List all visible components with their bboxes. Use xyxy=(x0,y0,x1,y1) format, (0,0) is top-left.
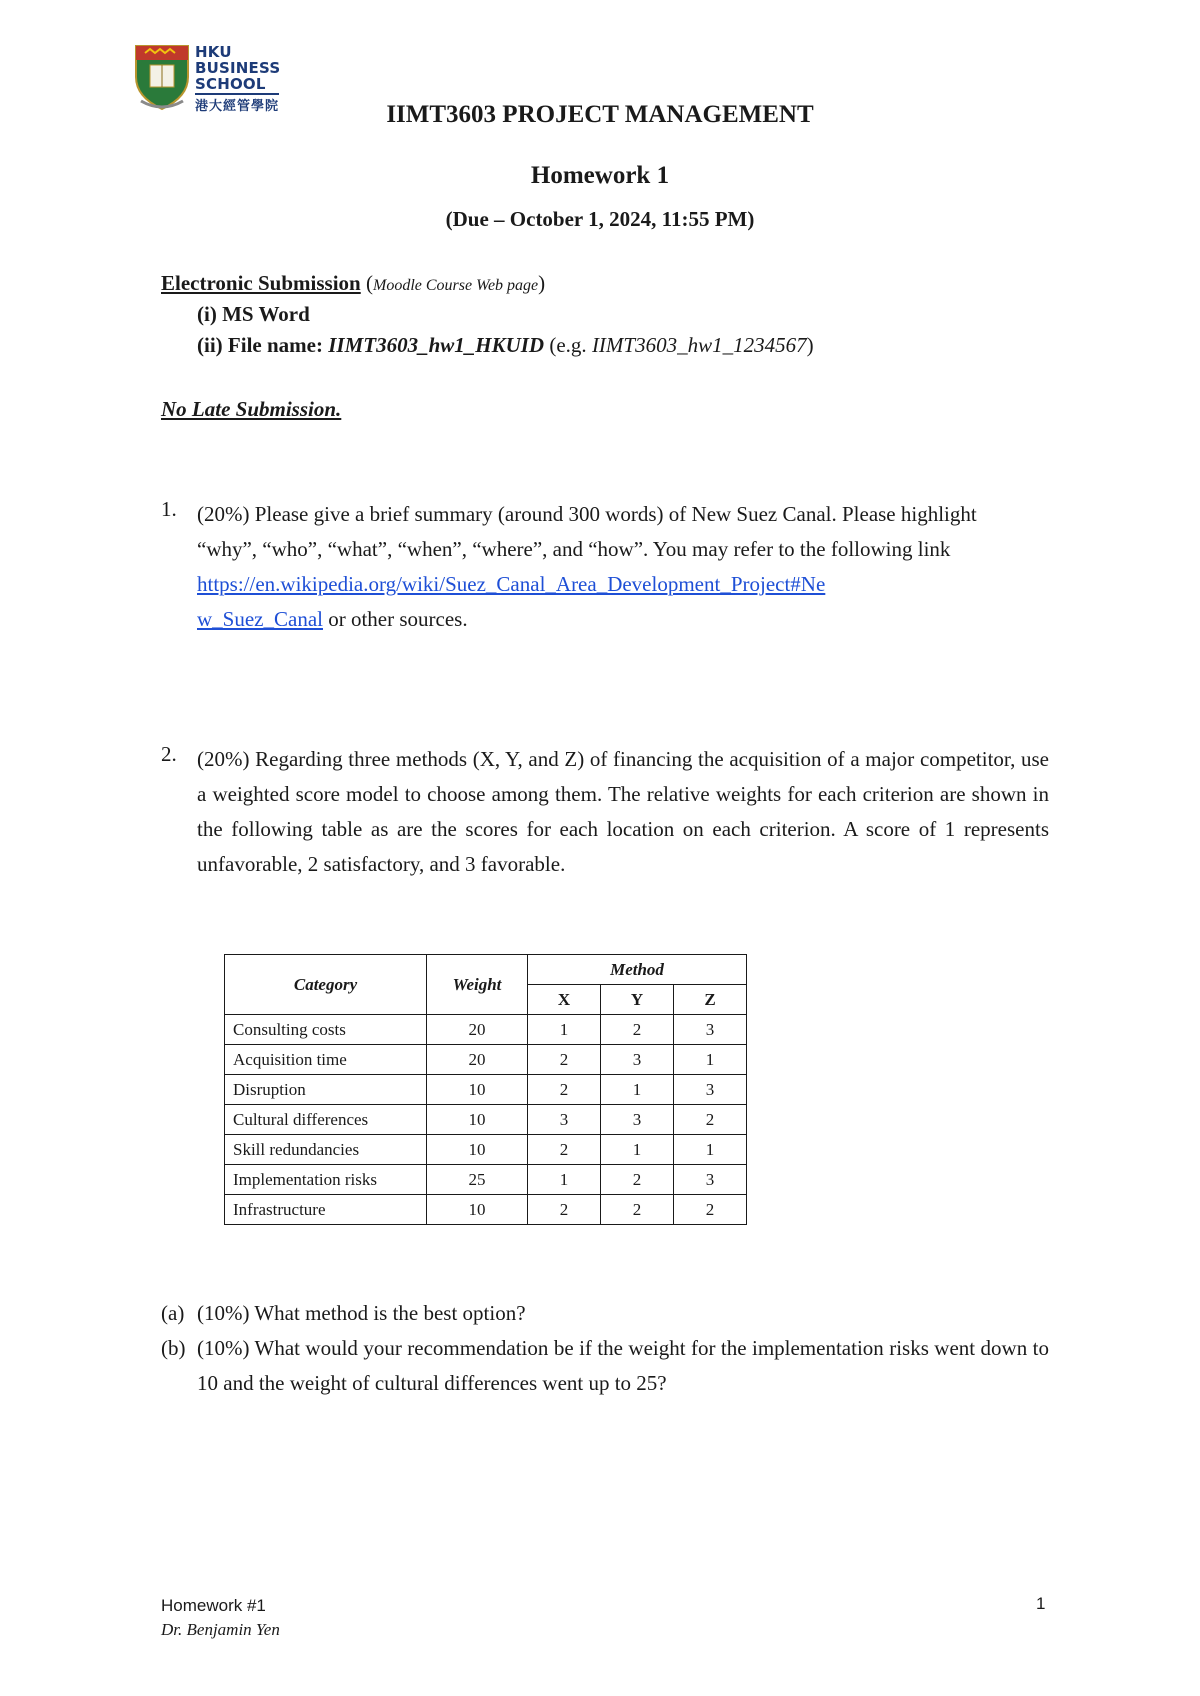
wikipedia-link-part1: https://en.wikipedia.org/wiki/Suez_Canal_Area_Development_Project#Ne xyxy=(197,572,826,596)
qb-text: (10%) What would your recommendation be if the weight for the implementation risks went down to 10 and the weight of cultural differences went up to 25? xyxy=(197,1336,1049,1395)
weighted-score-table xyxy=(224,954,747,1225)
table-row xyxy=(225,1135,747,1165)
row-score-z: 3 xyxy=(674,1075,747,1105)
row-score-y: 2 xyxy=(601,1195,674,1225)
row-category: Infrastructure xyxy=(225,1195,427,1225)
row-score-x: 3 xyxy=(528,1105,601,1135)
row-score-y: 2 xyxy=(601,1015,674,1045)
table-row xyxy=(225,1075,747,1105)
q2-text: (20%) Regarding three methods (X, Y, and Z) of financing the acquisition of a major competitor, use a weighted score model to choose among them. The relative weights for each criterion are shown in the following table as are the scores for each location on each criterion. A score of 1 represents unfavorable, 2 satisfactory, and 3 favorable. xyxy=(197,747,1049,876)
file-name-example: IIMT3603_hw1_1234567 xyxy=(591,333,807,357)
row-score-x: 2 xyxy=(528,1135,601,1165)
course-title: IIMT3603 PROJECT MANAGEMENT xyxy=(386,101,814,128)
row-category: Acquisition time xyxy=(225,1045,427,1075)
qb-label: (b) xyxy=(161,1336,186,1360)
footer-author: Dr. Benjamin Yen xyxy=(161,1620,280,1639)
file-name-pattern: IIMT3603_hw1_HKUID xyxy=(328,333,545,357)
header-method-z: Z xyxy=(674,985,747,1015)
table-row xyxy=(225,1015,747,1045)
submission-heading-label: Electronic Submission xyxy=(161,271,361,295)
file-name-label: (ii) File name: xyxy=(197,333,329,357)
file-name-eg-close: ) xyxy=(806,333,814,357)
q1-text xyxy=(197,497,1037,637)
row-score-x: 2 xyxy=(528,1075,601,1105)
row-score-y: 3 xyxy=(601,1045,674,1075)
submission-close-paren: ) xyxy=(538,271,546,295)
row-weight: 20 xyxy=(427,1045,528,1075)
table-row xyxy=(225,1165,747,1195)
row-weight: 25 xyxy=(427,1165,528,1195)
header-method: Method xyxy=(528,955,747,985)
logo-line-1: HKU xyxy=(195,43,232,61)
footer-doc-name: Homework #1 xyxy=(161,1596,266,1615)
requirement-ms-word: (i) MS Word xyxy=(197,302,310,326)
logo-line-3: SCHOOL xyxy=(195,75,266,93)
row-weight: 10 xyxy=(427,1135,528,1165)
header-category: Category xyxy=(225,955,427,1015)
row-score-z: 3 xyxy=(674,1015,747,1045)
row-score-x: 1 xyxy=(528,1165,601,1195)
submission-heading xyxy=(161,271,545,296)
row-score-x: 2 xyxy=(528,1045,601,1075)
row-score-z: 1 xyxy=(674,1135,747,1165)
row-category: Implementation risks xyxy=(225,1165,427,1195)
page-number: 1 xyxy=(1036,1594,1046,1613)
row-weight: 10 xyxy=(427,1105,528,1135)
submission-note: Moodle Course Web page xyxy=(372,277,539,294)
row-weight: 10 xyxy=(427,1075,528,1105)
row-score-z: 3 xyxy=(674,1165,747,1195)
late-submission-notice: No Late Submission. xyxy=(161,397,342,421)
table-row xyxy=(225,1105,747,1135)
row-category: Consulting costs xyxy=(225,1015,427,1045)
row-score-z: 1 xyxy=(674,1045,747,1075)
file-name-eg-open: (e.g. xyxy=(544,333,592,357)
row-score-y: 3 xyxy=(601,1105,674,1135)
row-score-x: 2 xyxy=(528,1195,601,1225)
q1-body: (20%) Please give a brief summary (around 300 words) of New Suez Canal. Please highlight “why”, “who”, “what”, “when”, “where”, and “how”. You may refer to the following link xyxy=(197,502,977,561)
qa-text: (10%) What method is the best option? xyxy=(197,1301,526,1325)
header-method-y: Y xyxy=(601,985,674,1015)
qa-label: (a) xyxy=(161,1301,185,1325)
row-score-x: 1 xyxy=(528,1015,601,1045)
wikipedia-link-part2: w_Suez_Canal xyxy=(197,607,323,631)
footer-left xyxy=(161,1594,280,1642)
row-score-z: 2 xyxy=(674,1195,747,1225)
row-category: Cultural differences xyxy=(225,1105,427,1135)
requirement-file-name xyxy=(197,333,814,358)
q1-text-after: or other sources. xyxy=(322,607,468,631)
logo-line-2: BUSINESS xyxy=(195,59,281,77)
row-score-y: 2 xyxy=(601,1165,674,1195)
due-date: (Due – October 1, 2024, 11:55 PM) xyxy=(445,207,755,231)
table-row xyxy=(225,1195,747,1225)
row-score-y: 1 xyxy=(601,1135,674,1165)
row-score-y: 1 xyxy=(601,1075,674,1105)
wikipedia-link[interactable] xyxy=(197,572,825,631)
header-method-x: X xyxy=(528,985,601,1015)
submission-open-paren: ( xyxy=(360,271,373,295)
header-weight: Weight xyxy=(427,955,528,1015)
row-score-z: 2 xyxy=(674,1105,747,1135)
q2-number: 2. xyxy=(161,742,177,766)
row-weight: 20 xyxy=(427,1015,528,1045)
logo-line-4: 港大經管學院 xyxy=(195,99,280,114)
homework-title: Homework 1 xyxy=(530,162,670,189)
table-row xyxy=(225,1045,747,1075)
row-weight: 10 xyxy=(427,1195,528,1225)
q1-number: 1. xyxy=(161,497,177,521)
row-category: Skill redundancies xyxy=(225,1135,427,1165)
row-category: Disruption xyxy=(225,1075,427,1105)
